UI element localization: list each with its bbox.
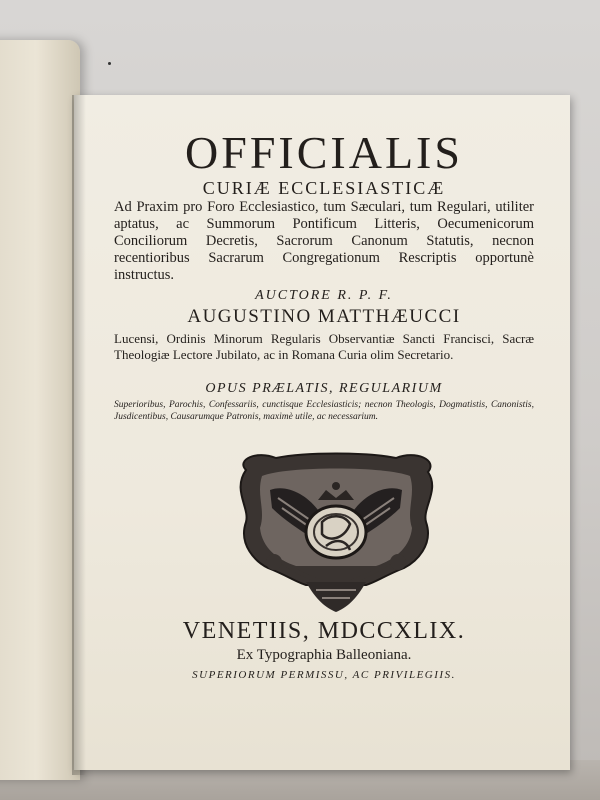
printer-line: Ex Typographia Balleoniana. (236, 647, 412, 663)
book-subtitle: CURIÆ ECCLESIASTICÆ (202, 178, 446, 198)
opus-label: OPUS PRÆLATIS, REGULARIUM (205, 381, 443, 396)
spine-shadow (72, 95, 86, 775)
book-title: OFFICIALIS (185, 127, 463, 178)
permission-line: SUPERIORUM PERMISSU, AC PRIVILEGIIS. (192, 669, 456, 681)
printers-device-crest (226, 450, 446, 615)
author-name: AUGUSTINO MATTHÆUCCI (187, 306, 461, 327)
auctor-label: AUCTORE R. P. F. (255, 288, 393, 303)
title-page (74, 95, 570, 770)
author-description: Lucensi, Ordinis Minorum Regularis Observantiæ Sancti Francisci, Sacræ Theologiæ Lectore Jubilato, ac in Romana Curia olim Secretario. (114, 331, 534, 362)
place-and-date: VENETIIS, MDCCXLIX. (182, 618, 466, 644)
opus-description: Superioribus, Parochis, Confessariis, cunctisque Ecclesiasticis; necnon Theologis, Dogmatistis, Canonistis, Jusdicentibus, Causarumque Patronis, maximè utile, ac necessarium. (114, 400, 534, 422)
book-left-leaf (0, 40, 80, 780)
book-description: Ad Praxim pro Foro Ecclesiastico, tum Sæculari, tum Regulari, utiliter aptatus, ac Summorum Pontificum Litteris, Oecumenicorum Conciliorum Decretis, Sacrorum Canonum Statutis, necnon recentioribus Sacrarum Congregationum Rescriptis opportunè instructus. (114, 199, 534, 283)
speck (108, 62, 111, 65)
